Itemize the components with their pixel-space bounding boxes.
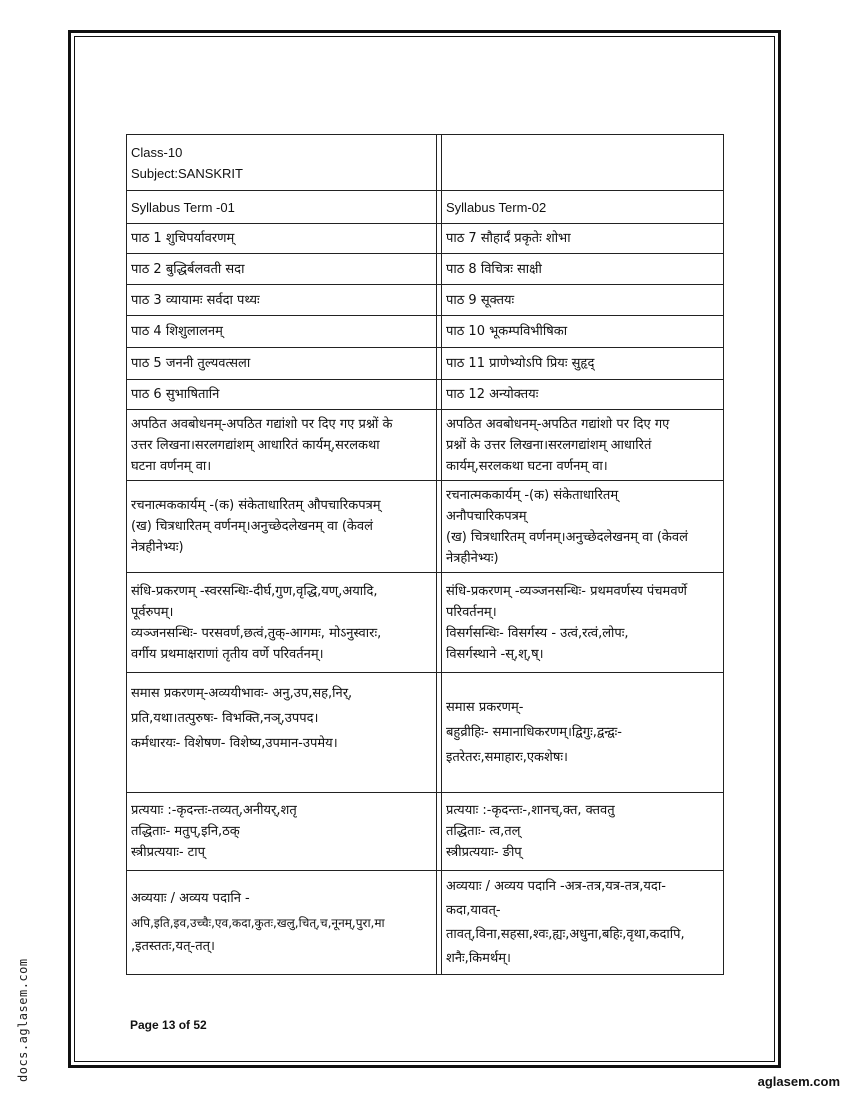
content-row-samas xyxy=(127,673,724,793)
lesson-row xyxy=(127,254,724,285)
content-row-unseen xyxy=(127,410,724,481)
lesson-term2: पाठ 11 प्राणेभ्योऽपि प्रियः सुहृद् xyxy=(442,348,724,380)
block-line: समास प्रकरणम्- xyxy=(446,700,524,715)
block-line: विसर्गस्थाने -स्,श्,ष्। xyxy=(446,646,544,662)
block-line: कदा,यावत्- xyxy=(446,902,501,918)
block-line: (ख) चित्रधारितम् वर्णनम्।अनुच्छेदलेखनम् वा (केवलं xyxy=(131,519,373,534)
block-term2 xyxy=(442,871,724,975)
lesson-row xyxy=(127,348,724,380)
block-line: स्त्रीप्रत्ययाः- ङीप् xyxy=(446,845,522,860)
block-line: समास प्रकरणम्-अव्ययीभावः- अनु,उप,सह,निर्, xyxy=(131,686,353,701)
block-line: संधि-प्रकरणम् -स्वरसन्धिः-दीर्घ,गुण,वृद्धि,यण्,अयादि, xyxy=(131,583,378,599)
block-term2 xyxy=(442,410,724,481)
block-line: प्रत्ययाः :-कृदन्तः-,शानच्,क्त, क्तवतु xyxy=(446,803,615,818)
side-watermark xyxy=(10,930,30,1090)
content-row-writing xyxy=(127,481,724,573)
header-row xyxy=(127,135,724,191)
block-line: स्त्रीप्रत्ययाः- टाप् xyxy=(131,845,205,860)
lesson-row xyxy=(127,285,724,316)
lesson-term2: पाठ 10 भूकम्पविभीषिका xyxy=(442,316,724,348)
lesson-term2: पाठ 12 अन्योक्तयः xyxy=(442,380,724,410)
lesson-term1: पाठ 6 सुभाषितानि xyxy=(127,380,437,410)
content-row-avyay xyxy=(127,871,724,975)
lesson-row xyxy=(127,316,724,348)
content-row-sandhi xyxy=(127,573,724,673)
lesson-row xyxy=(127,224,724,254)
block-line: ,इतस्ततः,यत्-तत्। xyxy=(131,938,215,954)
brand-watermark: aglasem.com xyxy=(757,1074,840,1089)
block-line: इतरेतरः,समाहारः,एकशेषः। xyxy=(446,750,568,765)
lesson-term1: पाठ 1 शुचिपर्यावरणम् xyxy=(127,224,437,254)
block-term1 xyxy=(127,573,437,673)
page-number: Page 13 of 52 xyxy=(130,1018,207,1032)
header-empty-cell xyxy=(442,135,724,191)
lesson-row xyxy=(127,380,724,410)
block-line: घटना वर्णनम् वा। xyxy=(131,458,212,474)
block-line: प्रत्ययाः :-कृदन्तः-तव्यत्,अनीयर्,शतृ xyxy=(131,803,297,818)
block-line: कार्यम्,सरलकथा घटना वर्णनम् वा। xyxy=(446,458,608,474)
block-line: संधि-प्रकरणम् -व्यञ्जनसन्धिः- प्रथमवर्णस्य पंचमवर्णे xyxy=(446,583,687,599)
block-line: अनौपचारिकपत्रम् xyxy=(446,508,527,524)
block-line: कर्मधारयः- विशेषण- विशेष्य,उपमान-उपमेय। xyxy=(131,736,338,751)
block-line: अव्ययाः / अव्यय पदानि - xyxy=(131,890,250,906)
block-line: प्रश्नों के उत्तर लिखना।सरलगद्यांशम् आधारितं xyxy=(446,437,652,453)
block-line: प्रति,यथा।तत्पुरुषः- विभक्ति,नञ्,उपपद। xyxy=(131,711,319,726)
syllabus-table xyxy=(126,134,724,975)
block-line: परिवर्तनम्। xyxy=(446,604,497,620)
block-line: तद्धिताः- त्व,तल् xyxy=(446,824,521,839)
lesson-term1: पाठ 4 शिशुलालनम् xyxy=(127,316,437,348)
block-line: नेत्रहीनेभ्यः) xyxy=(131,540,184,555)
block-line: नेत्रहीनेभ्यः) xyxy=(446,550,499,566)
subject-label: Subject:SANSKRIT xyxy=(131,165,243,181)
lesson-term1: पाठ 3 व्यायामः सर्वदा पथ्यः xyxy=(127,285,437,316)
block-line: तद्धिताः- मतुप्,इनि,ठक् xyxy=(131,824,240,839)
block-line: व्यञ्जनसन्धिः- परसवर्ण,छत्वं,तुक्-आगमः, मोऽनुस्वारः, xyxy=(131,625,382,641)
block-term1 xyxy=(127,871,437,975)
lesson-term1: पाठ 5 जननी तुल्यवत्सला xyxy=(127,348,437,380)
block-term2 xyxy=(442,573,724,673)
block-term1 xyxy=(127,410,437,481)
block-line: पूर्वरुपम्। xyxy=(131,604,174,620)
class-subject-cell xyxy=(127,135,437,191)
block-line: विसर्गसन्धिः- विसर्गस्य - उत्वं,रत्वं,लोपः, xyxy=(446,625,629,641)
block-term1 xyxy=(127,673,437,793)
side-watermark-text: docs.aglasem.com xyxy=(16,958,30,1082)
lesson-term2: पाठ 9 सूक्तयः xyxy=(442,285,724,316)
block-term1 xyxy=(127,481,437,573)
lesson-term2: पाठ 7 सौहार्दं प्रकृतेः शोभा xyxy=(442,224,724,254)
block-line: शनैः,किमर्थम्। xyxy=(446,950,511,966)
block-line: रचनात्मककार्यम् -(क) संकेताधारितम् xyxy=(446,487,619,503)
content-row-pratyay xyxy=(127,793,724,871)
block-line: बहुव्रीहिः- समानाधिकरणम्।द्विगुः,द्वन्द्वः- xyxy=(446,725,622,740)
lesson-term2: पाठ 8 विचित्रः साक्षी xyxy=(442,254,724,285)
block-line: अपि,इति,इव,उच्चैः,एव,कदा,कुतः,खलु,चित्,च,नूनम्,पुरा,मा xyxy=(131,915,385,930)
block-term1 xyxy=(127,793,437,871)
term2-label: Syllabus Term-02 xyxy=(442,191,724,224)
block-line: रचनात्मककार्यम् -(क) संकेताधारितम् औपचारिकपत्रम् xyxy=(131,498,381,513)
block-line: अव्ययाः / अव्यय पदानि -अत्र-तत्र,यत्र-तत्र,यदा- xyxy=(446,878,666,894)
block-line: अपठित अवबोधनम्-अपठित गद्यांशो पर दिए गए xyxy=(446,416,670,432)
block-line: उत्तर लिखना।सरलगद्यांशम् आधारितं कार्यम्,सरलकथा xyxy=(131,437,380,453)
lesson-term1: पाठ 2 बुद्धिर्बलवती सदा xyxy=(127,254,437,285)
block-term2 xyxy=(442,481,724,573)
block-line: वर्गीय प्रथमाक्षराणां तृतीय वर्णे परिवर्तनम्। xyxy=(131,646,324,662)
block-line: तावत्,विना,सहसा,श्वः,ह्यः,अधुना,बहिः,वृथा,कदापि, xyxy=(446,926,685,942)
term1-label: Syllabus Term -01 xyxy=(127,191,437,224)
block-term2 xyxy=(442,673,724,793)
block-term2 xyxy=(442,793,724,871)
term-row xyxy=(127,191,724,224)
class-label: Class-10 xyxy=(131,144,183,160)
block-line: अपठित अवबोधनम्-अपठित गद्यांशो पर दिए गए प्रश्नों के xyxy=(131,416,393,432)
block-line: (ख) चित्रधारितम् वर्णनम्।अनुच्छेदलेखनम् वा (केवलं xyxy=(446,529,688,545)
